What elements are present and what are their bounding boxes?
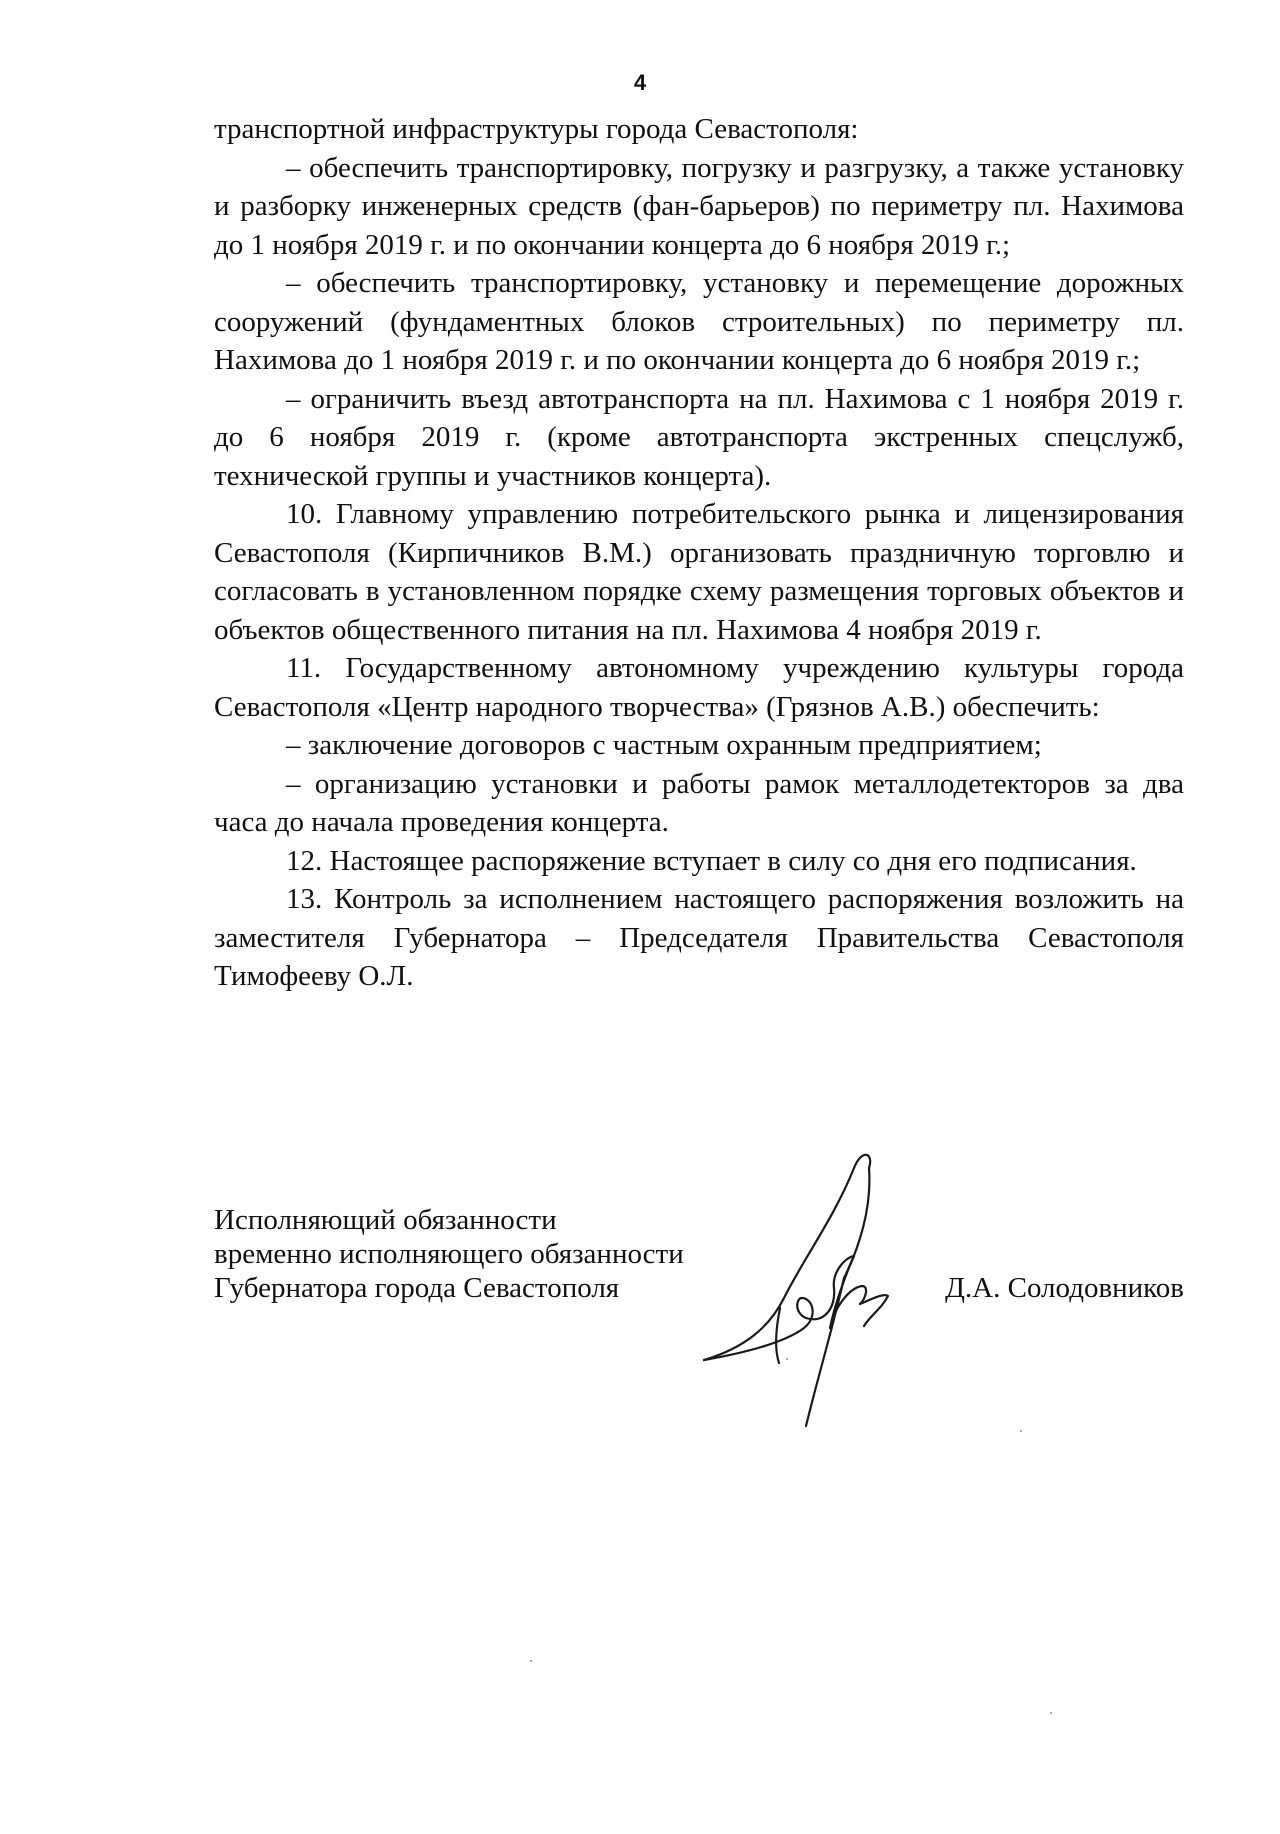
scan-speck	[1020, 1430, 1022, 1432]
paragraph-1: – обеспечить транспортировку, погрузку и разгрузку, а также установку и разборку инженерных средств (фан-барьеров) по периметру пл. Нахимова до 1 ноября 2019 г. и по окончании концерта до 6 ноября 2019 г.;	[214, 151, 1184, 261]
paragraph-0: транспортной инфраструктуры города Севастополя:	[214, 113, 859, 145]
signer-title	[214, 1203, 684, 1305]
paragraph-5: 11. Государственному автономному учреждению культуры города Севастополя «Центр народного творчества» (Грязнов А.В.) обеспечить:	[214, 652, 1184, 723]
paragraph-4: 10. Главному управлению потребительского рынка и лицензирования Севастополя (Кирпичников В.М.) организовать праздничную торговлю и согласовать в установленном порядке схему размещения торговых объектов и объектов общественного питания на пл. Нахимова 4 ноября 2019 г.	[214, 498, 1184, 646]
scan-speck	[530, 1660, 532, 1662]
paragraph-7: – организацию установки и работы рамок металлодетекторов за два часа до начала проведения концерта.	[214, 767, 1184, 838]
paragraph-6: – заключение договоров с частным охранным предприятием;	[286, 729, 1042, 761]
paragraph-3: – ограничить въезд автотранспорта на пл. Нахимова с 1 ноября 2019 г. до 6 ноября 2019 г. (кроме автотранспорта экстренных спецслужб, технической группы и участников концерта).	[214, 382, 1184, 492]
paragraph-8: 12. Настоящее распоряжение вступает в силу со дня его подписания.	[286, 844, 1137, 877]
signer-name: Д.А. Солодовников	[945, 1272, 1184, 1304]
paragraph-9: 13. Контроль за исполнением настоящего распоряжения возложить на заместителя Губернатора – Председателя Правительства Севастополя Тимофееву О.Л.	[214, 883, 1184, 992]
signer-title-line: Губернатора города Севастополя	[214, 1272, 620, 1304]
signer-title-line: временно исполняющего обязанности	[214, 1238, 684, 1270]
document-body	[214, 110, 1184, 996]
handwritten-signature	[684, 1148, 984, 1438]
paragraph-2: – обеспечить транспортировку, установку и перемещение дорожных сооружений (фундаментных блоков строительных) по периметру пл. Нахимова до 1 ноября 2019 г. и по окончании концерта до 6 ноября 2019 г.;	[214, 267, 1184, 376]
signer-title-line: Исполняющий обязанности	[214, 1204, 557, 1236]
scan-speck	[1050, 1712, 1052, 1714]
page-number: 4	[633, 70, 647, 95]
signature-block	[214, 1203, 1184, 1443]
scan-speck	[786, 1358, 788, 1360]
